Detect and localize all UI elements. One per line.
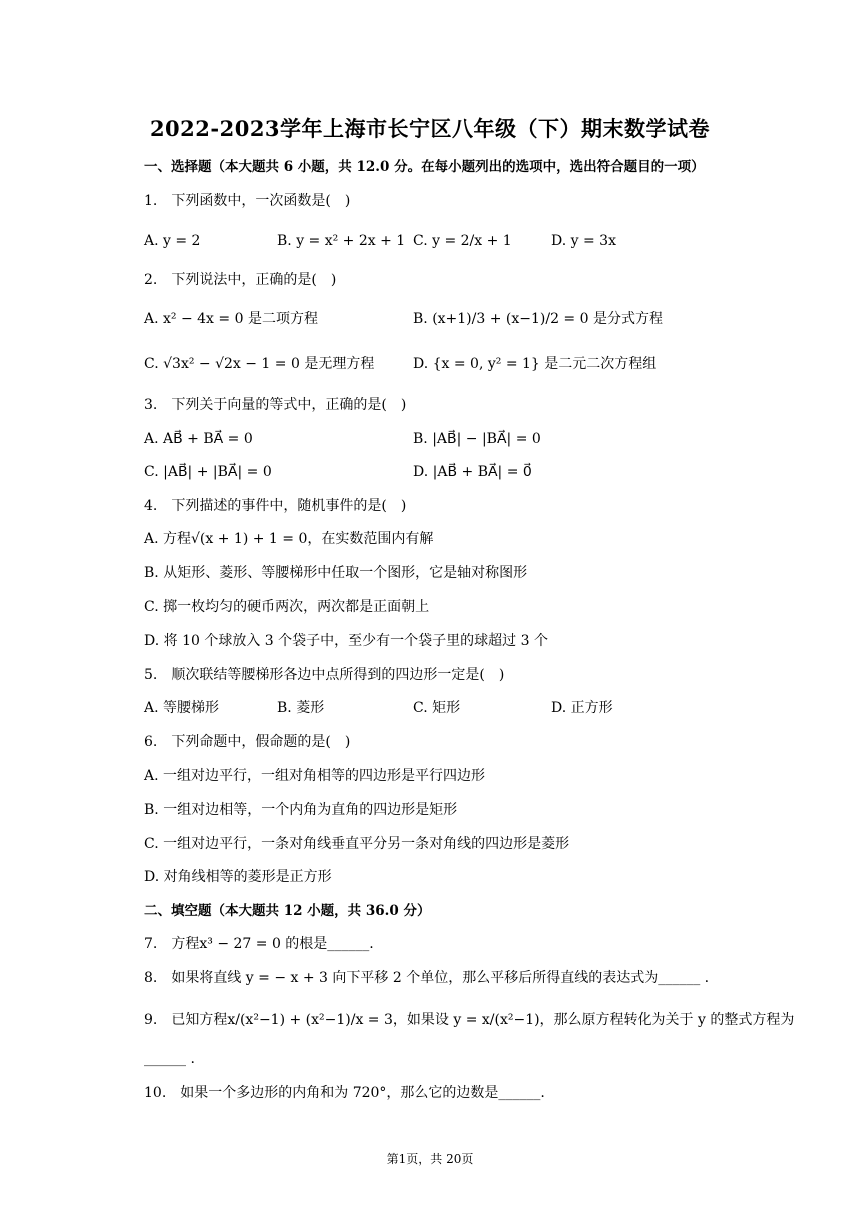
q2-option-a: A. x² − 4x = 0 是二项方程 [144,311,318,327]
section-heading-fill: 二、填空题（本大题共 12 小题，共 36.0 分） [144,903,431,919]
question-1: 1. 下列函数中，一次函数是( ) [144,193,351,209]
q6-option-c: C. 一组对边平行，一条对角线垂直平分另一条对角线的四边形是菱形 [144,836,570,852]
question-9: 9. 已知方程x/(x²−1) + (x²−1)/x = 3，如果设 y = x/(x²−1)，那么原方程转化为关于 y 的整式方程为 [144,1012,795,1028]
q3-option-a: A. AB⃗ + BA⃗ = 0 [144,431,253,447]
section-heading-choice: 一、选择题（本大题共 6 小题，共 12.0 分。在每小题列出的选项中，选出符合题目的一项） [144,159,705,175]
page-title: 2022-2023学年上海市长宁区八年级（下）期末数学试卷 [149,116,711,141]
q4-option-a: A. 方程√(x + 1) + 1 = 0，在实数范围内有解 [144,531,434,547]
q3-option-b: B. |AB⃗| − |BA⃗| = 0 [413,431,541,447]
q1-option-a: A. y = 2 [144,233,201,249]
q1-option-b: B. y = x² + 2x + 1 [277,233,406,249]
question-2: 2. 下列说法中，正确的是( ) [144,272,337,288]
q2-option-b: B. (x+1)/3 + (x−1)/2 = 0 是分式方程 [413,311,663,327]
q1-option-d: D. y = 3x [551,233,616,249]
question-5: 5. 顺次联结等腰梯形各边中点所得到的四边形一定是( ) [144,667,505,683]
question-3: 3. 下列关于向量的等式中，正确的是( ) [144,397,407,413]
q5-option-b: B. 菱形 [277,700,325,716]
question-7: 7. 方程x³ − 27 = 0 的根是______. [144,936,374,952]
q3-option-c: C. |AB⃗| + |BA⃗| = 0 [144,464,272,480]
q4-option-c: C. 掷一枚均匀的硬币两次，两次都是正面朝上 [144,599,430,615]
question-8: 8. 如果将直线 y = − x + 3 向下平移 2 个单位，那么平移后所得直线的表达式为______ . [144,970,710,986]
q2-option-d: D. {x = 0, y² = 1} 是二元二次方程组 [413,356,657,372]
question-10: 10. 如果一个多边形的内角和为 720°，那么它的边数是______. [144,1085,545,1101]
q6-option-d: D. 对角线相等的菱形是正方形 [144,869,332,885]
question-6: 6. 下列命题中，假命题的是( ) [144,734,351,750]
q4-option-b: B. 从矩形、菱形、等腰梯形中任取一个图形，它是轴对称图形 [144,565,528,581]
q6-option-b: B. 一组对边相等，一个内角为直角的四边形是矩形 [144,802,458,818]
q4-option-d: D. 将 10 个球放入 3 个袋子中，至少有一个袋子里的球超过 3 个 [144,633,548,649]
q5-option-a: A. 等腰梯形 [144,700,220,716]
q2-option-c: C. √3x² − √2x − 1 = 0 是无理方程 [144,356,375,372]
question-9-answer-blank: ______ . [144,1051,195,1067]
q1-option-c: C. y = 2/x + 1 [413,233,512,249]
question-4: 4. 下列描述的事件中，随机事件的是( ) [144,498,407,514]
q6-option-a: A. 一组对边平行，一组对角相等的四边形是平行四边形 [144,768,486,784]
page-footer: 第1页，共 20页 [386,1152,474,1166]
q5-option-c: C. 矩形 [413,700,461,716]
q5-option-d: D. 正方形 [551,700,613,716]
q3-option-d: D. |AB⃗ + BA⃗| = 0⃗ [413,464,532,480]
